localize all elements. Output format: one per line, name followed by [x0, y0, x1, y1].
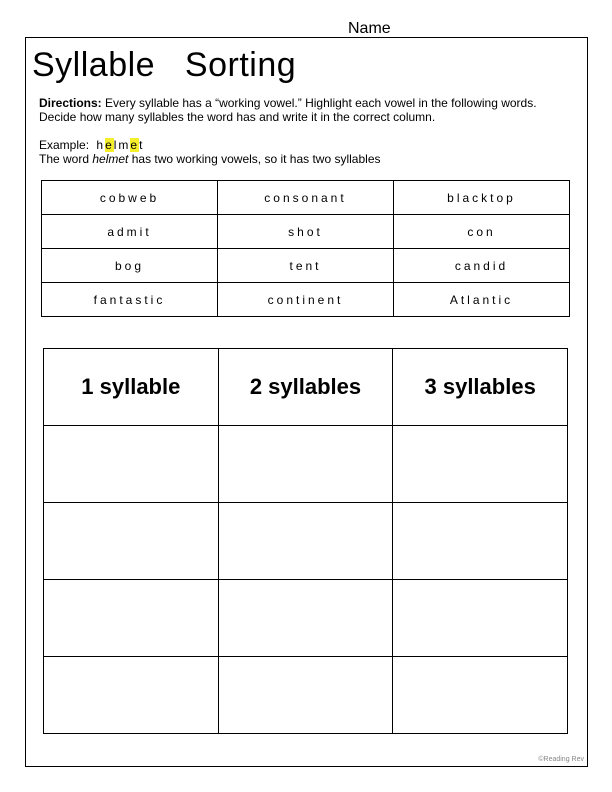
name-field[interactable]: [348, 20, 581, 38]
answer-cell[interactable]: [218, 580, 393, 657]
page-title: Syllable Sorting: [32, 46, 297, 84]
answer-cell[interactable]: [44, 657, 219, 734]
sorting-row: [44, 426, 568, 503]
word-bank-row: [42, 249, 570, 283]
explain-after: has two working vowels, so it has two syllables: [128, 152, 381, 166]
word-bank-word: bog: [42, 249, 218, 283]
word-bank-table: [41, 180, 570, 317]
word-bank-word: candid: [394, 249, 570, 283]
example-letter: m: [118, 138, 131, 152]
answer-cell[interactable]: [393, 426, 568, 503]
example-letter: t: [139, 138, 145, 152]
name-label: Name: [348, 20, 391, 37]
sorting-header-row: [44, 349, 568, 426]
answer-cell[interactable]: [393, 580, 568, 657]
answer-cell[interactable]: [44, 426, 219, 503]
column-header: 1 syllable: [44, 349, 219, 426]
word-bank-word: con: [394, 215, 570, 249]
explain-before: The word: [39, 152, 93, 166]
answer-cell[interactable]: [218, 426, 393, 503]
directions-label: Directions:: [39, 96, 102, 110]
sorting-row: [44, 580, 568, 657]
answer-cell[interactable]: [218, 503, 393, 580]
example-line: [39, 138, 144, 152]
word-bank-word: Atlantic: [394, 283, 570, 317]
word-bank-word: admit: [42, 215, 218, 249]
example-letter-highlighted: e: [130, 138, 140, 152]
example-letter: l: [113, 138, 119, 152]
copyright-text: ©Reading Rev: [538, 756, 584, 763]
word-bank-row: [42, 215, 570, 249]
example-letter: h: [96, 138, 106, 152]
name-blank-line[interactable]: [391, 21, 581, 38]
answer-cell[interactable]: [44, 503, 219, 580]
word-bank-word: continent: [218, 283, 394, 317]
word-bank-word: tent: [218, 249, 394, 283]
answer-cell[interactable]: [44, 580, 219, 657]
directions-body: Every syllable has a “working vowel.” Highlight each vowel in the following words. Decide how many syllables the word has and write it in the correct column.: [39, 96, 537, 124]
example-letter-highlighted: e: [105, 138, 114, 152]
answer-cell[interactable]: [393, 657, 568, 734]
sorting-table: [43, 348, 568, 734]
column-header: 2 syllables: [218, 349, 393, 426]
sorting-row: [44, 503, 568, 580]
example-explanation: [39, 152, 381, 166]
explain-word: helmet: [92, 152, 129, 166]
word-bank-row: [42, 283, 570, 317]
word-bank-row: [42, 181, 570, 215]
word-bank-word: consonant: [218, 181, 394, 215]
example-word: [96, 138, 144, 152]
word-bank-word: cobweb: [42, 181, 218, 215]
answer-cell[interactable]: [393, 503, 568, 580]
word-bank-word: blacktop: [394, 181, 570, 215]
column-header: 3 syllables: [393, 349, 568, 426]
example-label: Example:: [39, 138, 90, 152]
word-bank-word: shot: [218, 215, 394, 249]
answer-cell[interactable]: [218, 657, 393, 734]
word-bank-word: fantastic: [42, 283, 218, 317]
directions-text: [39, 96, 559, 124]
sorting-row: [44, 657, 568, 734]
